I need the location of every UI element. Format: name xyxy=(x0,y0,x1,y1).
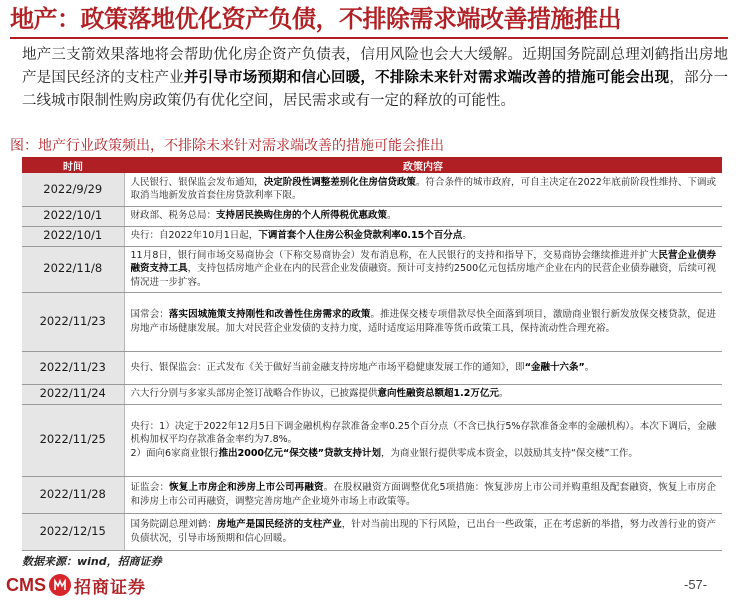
row-date: 2022/12/15 xyxy=(22,513,124,550)
intro-text-2: ，部分一二线城市限制性购房政策仍有优化空间，居民需求或有一定的释放的可能性。 xyxy=(22,70,729,109)
title-divider xyxy=(10,37,728,39)
row-content: 财政部、税务总局：支持居民换购住房的个人所得税优惠政策。 xyxy=(124,206,722,226)
data-source-note: 数据来源：wind，招商证券 xyxy=(22,555,162,568)
row-highlight: 推出2000亿元“保交楼”贷款支持计划 xyxy=(218,447,382,459)
table-row xyxy=(22,226,722,246)
logo-emblem-icon xyxy=(49,574,71,596)
row-date: 2022/11/24 xyxy=(22,384,124,404)
table-row xyxy=(22,351,722,384)
row-highlight: 落实因城施策支持刚性和改善性住房需求的政策 xyxy=(168,309,371,320)
row-date: 2022/11/23 xyxy=(22,351,124,384)
row-date: 2022/11/28 xyxy=(22,476,124,513)
row-content: 央行：1）决定于2022年12月5日下调金融机构存款准备金率0.25个百分点（不含已执行5%存款准备金率的金融机构）。本次下调后，金融机构加权平均存款准备金率约为7.8%。 2）面向6家商业银行推出2000亿元“保交楼”贷款支持计划，为商业银行提供零成本资金，以鼓励其支持“保交楼”工作。 xyxy=(124,404,722,476)
table-row xyxy=(22,173,722,206)
row-date: 2022/11/25 xyxy=(22,404,124,476)
table-row xyxy=(22,476,722,513)
page-title: 地产：政策落地优化资产负债，不排除需求端改善措施推出 xyxy=(10,5,621,33)
row-date: 2022/10/1 xyxy=(22,206,124,226)
logo-cn-text: 招商证券 xyxy=(74,577,146,598)
row-date: 2022/11/23 xyxy=(22,292,124,351)
table-row xyxy=(22,206,722,226)
row-content: 国务院副总理刘鹤：房地产是国民经济的支柱产业，针对当前出现的下行风险，已出台一些政策，正在考虑新的举措，努力改善行业的资产负债状况，引导市场预期和信心回暖。 xyxy=(124,513,722,550)
table-header-row xyxy=(22,157,722,173)
row-content: 证监会：恢复上市房企和涉房上市公司再融资。在股权融资方面调整优化5项措施：恢复涉房上市公司并购重组及配套融资，恢复上市房企和涉房上市公司再融资，调整完善房地产企业境外市场上市政策等。 xyxy=(124,476,722,513)
table-row xyxy=(22,404,722,476)
logo-en-text: CMS xyxy=(6,574,46,595)
row-highlight: 意向性融资总额超1.2万亿元 xyxy=(377,388,499,400)
table-row xyxy=(22,292,722,351)
row-content: 央行、银保监会：正式发布《关于做好当前金融支持房地产市场平稳健康发展工作的通知》，即“金融十六条”。 xyxy=(124,351,722,384)
row-highlight: 民营企业债券融资支持工具 xyxy=(130,249,716,275)
figure-caption: 图：地产行业政策频出，不排除未来针对需求端改善的措施可能会推出 xyxy=(10,138,444,154)
row-highlight: 下调首套个人住房公积金贷款利率0.15个百分点 xyxy=(258,230,463,242)
table-row xyxy=(22,513,722,550)
row-highlight: “金融十六条” xyxy=(524,361,585,373)
header-date: 时间 xyxy=(22,157,124,173)
row-date: 2022/10/1 xyxy=(22,226,124,246)
intro-emphasis: 并引导市场预期和信心回暖，不排除未来针对需求端改善的措施可能会出现 xyxy=(183,70,670,86)
table-row xyxy=(22,384,722,404)
policy-table xyxy=(22,157,722,551)
table-row xyxy=(22,246,722,292)
row-highlight: 房地产是国民经济的支柱产业 xyxy=(216,519,342,530)
row-content: 国常会：落实因城施策支持刚性和改善性住房需求的政策。推进保交楼专项借款尽快全面落到项目，激励商业银行新发放保交楼贷款，促进房地产市场健康发展。加大对民营企业发债的支持力度，适时适度运用降准等货币政策工具，保持流动性合理充裕。 xyxy=(124,292,722,351)
company-logo xyxy=(6,573,146,597)
page-number: -57- xyxy=(684,577,708,592)
row-date: 2022/9/29 xyxy=(22,173,124,206)
row-date: 2022/11/8 xyxy=(22,246,124,292)
intro-text-1: 地产三支箭效果落地将会帮助优化房企资产负债表，信用风险也会大大缓解。近期国务院副总理刘鹤指出房地产是国民经济的支柱产业 xyxy=(22,47,728,86)
row-content: 央行：自2022年10月1日起，下调首套个人住房公积金贷款利率0.15个百分点。 xyxy=(124,226,722,246)
header-content: 政策内容 xyxy=(124,157,722,173)
row-highlight: 恢复上市房企和涉房上市公司再融资 xyxy=(169,482,324,493)
row-highlight: 支持居民换购住房的个人所得税优惠政策 xyxy=(216,210,388,222)
row-content: 六大行分别与多家头部房企签订战略合作协议，已披露提供意向性融资总额超1.2万亿元。 xyxy=(124,384,722,404)
row-highlight: 决定阶段性调整差别化住房信贷政策 xyxy=(263,176,416,188)
intro-paragraph xyxy=(22,44,728,113)
row-content: 人民银行、银保监会发布通知，决定阶段性调整差别化住房信贷政策。符合条件的城市政府，可自主决定在2022年底前阶段性维持、下调或取消当地新发放首套住房贷款利率下限。 xyxy=(124,173,722,206)
row-content: 11月8日，银行间市场交易商协会（下称交易商协会）发布消息称，在人民银行的支持和指导下，交易商协会继续推进并扩大民营企业债券融资支持工具，支持包括房地产企业在内的民营企业发债融资。预计可支持约2500亿元包括房地产企业在内的民营企业债券融资，后续可视情况进一步扩容。 xyxy=(124,246,722,292)
